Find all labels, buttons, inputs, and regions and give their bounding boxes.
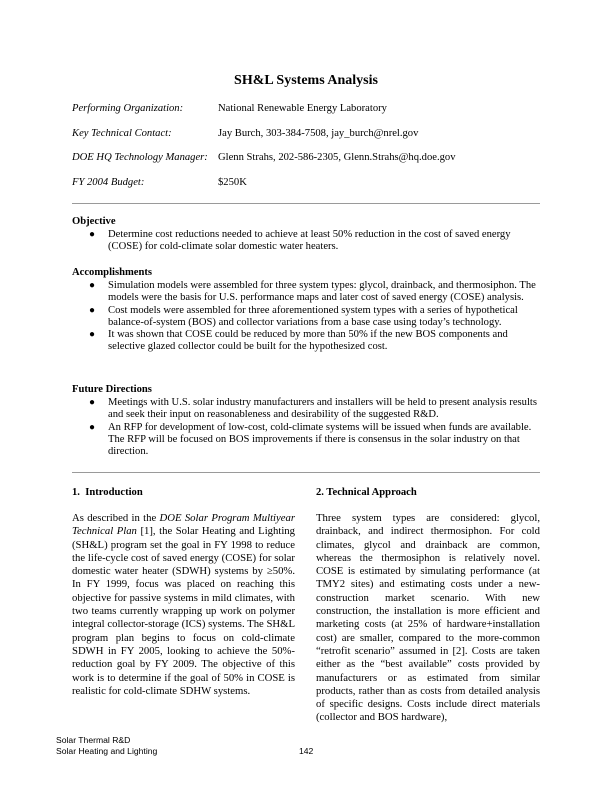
future-directions-list xyxy=(72,397,542,458)
accomplishments-heading: Accomplishments xyxy=(72,267,153,278)
meta-label: Key Technical Contact: xyxy=(72,127,172,139)
footer-line-2: Solar Heating and Lighting xyxy=(56,746,158,756)
meta-value: National Renewable Energy Laboratory xyxy=(218,103,387,114)
divider-top xyxy=(72,203,540,204)
meta-label: Performing Organization: xyxy=(72,103,184,114)
list-item: ● Determine cost reductions needed to achieve at least 50% reduction in the cost of saved energy (COSE) for cold-climate solar domestic water heaters. xyxy=(89,229,511,253)
bullet-icon: ● xyxy=(89,304,96,316)
technical-approach-paragraph: Three system types are considered: glycol, drainback, and indirect thermosiphon. For cold climates, glycol and drainback are common, whereas the thermosiphon is relatively novel. COSE is estimated by simulating performance (at TMY2 sites) and estimating costs under a new-construction market scenario. With new construction, the installation is more efficient and marketing costs (at 25% of hardware+installation cost) are smaller, compared to the more-common “retrofit scenario” assumed in [2]. Costs are taken either as the “best available” costs provided by manufacturers or as estimated from similar products, rather than as costs from detailed analysis of specific designs. Costs include direct materials (collector and BOS hardware), xyxy=(316,512,540,724)
bullet-icon: ● xyxy=(89,280,96,291)
meta-label: DOE HQ Technology Manager: xyxy=(72,152,208,163)
meta-value: $250K xyxy=(218,177,247,188)
objective-heading: Objective xyxy=(72,216,116,227)
bullet-icon: ● xyxy=(89,397,96,408)
bullet-icon: ● xyxy=(89,229,96,240)
meta-label: FY 2004 Budget: xyxy=(72,177,145,188)
meta-value: Jay Burch, 303-384-7508, jay_burch@nrel.gov xyxy=(218,127,419,139)
page-number: 142 xyxy=(299,746,314,756)
introduction-heading: 1. Introduction xyxy=(72,487,143,498)
accomplishments-list xyxy=(72,280,542,354)
technical-approach-heading: 2. Technical Approach xyxy=(316,487,417,498)
list-item: ● It was shown that COSE could be reduced by more than 50% if the new BOS components and selective glazed collector could be built for the hypothesized cost. xyxy=(89,329,508,353)
list-item: ● An RFP for development of low-cost, cold-climate systems will be issued when funds are available. The RFP will be focused on BOS improvements if there is consensus in the solar industry on that direction. xyxy=(89,421,532,458)
divider-middle xyxy=(72,472,540,473)
footer-line-1: Solar Thermal R&D xyxy=(56,735,131,745)
objective-list xyxy=(72,229,542,254)
meta-value: Glenn Strahs, 202-586-2305, Glenn.Strahs@hq.doe.gov xyxy=(218,152,456,163)
list-item: ● Simulation models were assembled for three system types: glycol, drainback, and thermosiphon. The models were the basis for U.S. performance maps and later cost of saved energy (COSE) analysis. xyxy=(89,280,536,304)
introduction-paragraph: As described in the DOE Solar Program Multiyear Technical Plan [1], the Solar Heating and Lighting (SH&L) program set the goal in FY 1998 to reduce the life-cycle cost of saved energy (COSE) for solar domestic water heater (SDWH) systems by ≥50%. In FY 1999, focus was placed on reaching this objective for passive systems in mild climates, with two teams currently wrapping up work on polymer integral collector-storage (ICS) systems. The SH&L program plan begins to focus on cold-climate SDWH in FY 2005, looking to achieve the 50%-reduction goal by FY 2009. The objective of this work is to determine if the goal of 50% in COSE is realistic for cold-climate SDHW systems. xyxy=(72,512,295,697)
list-item: ● Meetings with U.S. solar industry manufacturers and installers will be held to present analysis results and seek their input on reasonableness and desirability of the suggested R&D. xyxy=(89,397,537,421)
bullet-icon: ● xyxy=(89,329,96,341)
bullet-icon: ● xyxy=(89,421,96,433)
citation-title: DOE Solar Program Multiyear Technical Plan xyxy=(72,512,295,538)
list-item: ● Cost models were assembled for three aforementioned system types with a series of hypothetical balance-of-system (BOS) and collector variations from a base case using today’s technology. xyxy=(89,304,518,328)
future-directions-heading: Future Directions xyxy=(72,384,152,395)
page-title: SH&L Systems Analysis xyxy=(234,73,378,88)
